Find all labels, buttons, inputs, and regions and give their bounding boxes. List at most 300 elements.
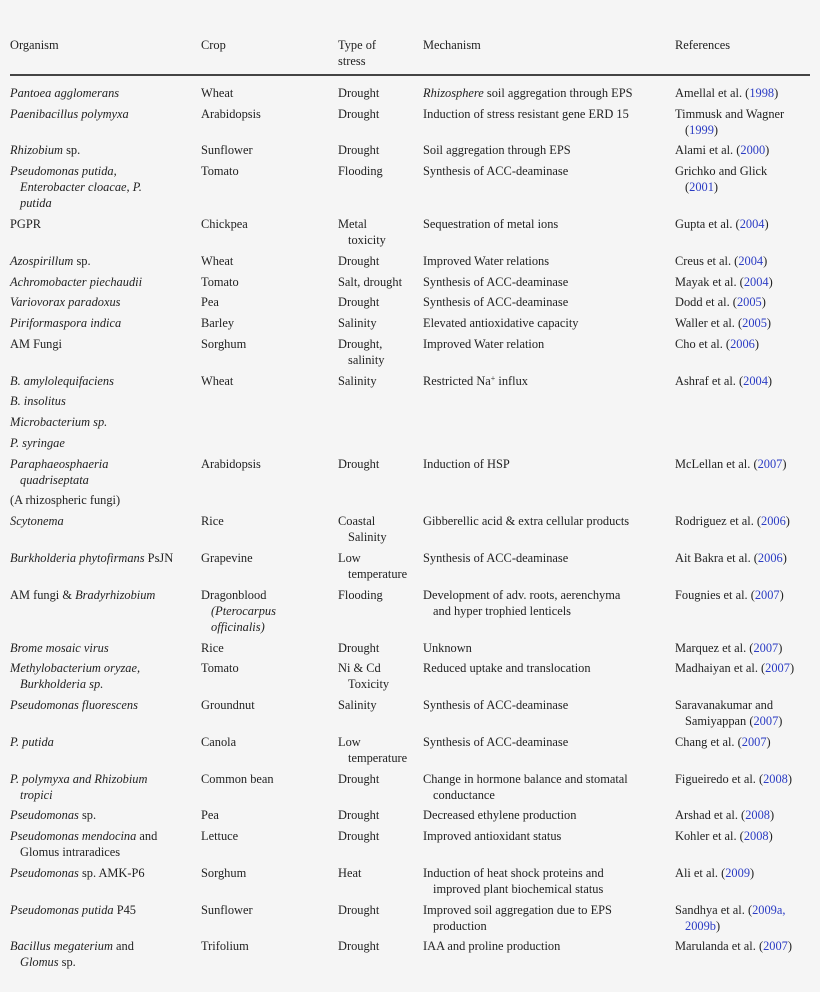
crop-line: Wheat [201, 374, 234, 388]
reference-year-link[interactable]: 2009a, [752, 903, 786, 917]
crop-line: Pea [201, 808, 219, 822]
italic-text: Enterobacter cloacae, P. [20, 180, 142, 194]
references-line [675, 253, 820, 269]
text: Figueiredo et al. ( [675, 772, 764, 786]
references-line [675, 163, 820, 179]
text: and [112, 939, 134, 953]
organism-line [10, 106, 200, 122]
cell-mechanism [423, 85, 673, 101]
references-line [675, 315, 820, 331]
organism-line [10, 195, 200, 211]
italic-text: B. insolitus [10, 394, 66, 408]
text: Induction of stress resistant gene ERD 15 [423, 107, 629, 121]
cell-crop [201, 828, 336, 844]
text: sp. [58, 955, 76, 969]
organism-line [10, 179, 200, 195]
italic-text: Variovorax paradoxus [10, 295, 121, 309]
cell-organism [10, 587, 200, 603]
crop-line: Arabidopsis [201, 107, 261, 121]
cell-reference [675, 274, 820, 290]
references-line [675, 216, 820, 232]
cell-stress-type [338, 274, 420, 290]
stress-line: toxicity [348, 233, 386, 247]
cell-organism [10, 373, 200, 389]
reference-year-link[interactable]: 2006 [757, 551, 783, 565]
crop-line: Barley [201, 316, 235, 330]
cell-stress-type [338, 216, 420, 248]
header-organism: Organism [10, 38, 59, 52]
italic-text: Pseudomonas putida, [10, 164, 117, 178]
cell-crop [201, 697, 336, 713]
cell-organism [10, 414, 200, 430]
cell-stress-type [338, 163, 420, 179]
stress-line: Drought [338, 772, 380, 786]
organism-line [10, 456, 200, 472]
organism-line [10, 373, 200, 389]
mechanism-line [423, 587, 673, 603]
cell-stress-type [338, 253, 420, 269]
cell-crop [201, 336, 336, 352]
stress-line: Low [338, 735, 361, 749]
cell-crop [201, 142, 336, 158]
cell-crop [201, 865, 336, 881]
text: Sandhya et al. ( [675, 903, 753, 917]
crop-line: Sunflower [201, 903, 253, 917]
reference-year-link[interactable]: 2004 [739, 217, 765, 231]
mechanism-line [423, 163, 673, 179]
mechanism-line [423, 787, 673, 803]
text: P45 [113, 903, 136, 917]
references-line [675, 640, 820, 656]
mechanism-line [423, 938, 673, 954]
cell-crop [201, 106, 336, 122]
references-line [675, 660, 820, 676]
text: ) [787, 772, 793, 786]
text: AM Fungi [10, 337, 62, 351]
cell-crop [201, 660, 336, 676]
reference-year-link[interactable]: 2007 [763, 939, 788, 953]
cell-mechanism [423, 253, 673, 269]
mechanism-line [423, 315, 673, 331]
reference-year-link[interactable]: 2008 [745, 808, 770, 822]
crop-line: Tomato [201, 164, 239, 178]
cell-reference [675, 85, 820, 101]
cell-mechanism [423, 106, 673, 122]
italic-text: Bacillus megaterium [10, 939, 113, 953]
references-line [675, 122, 820, 138]
cell-crop [201, 253, 336, 269]
crop-line: Wheat [201, 254, 234, 268]
references-line [675, 771, 820, 787]
references-line [675, 697, 820, 713]
text: (A rhizospheric fungi) [10, 493, 121, 507]
cell-mechanism [423, 163, 673, 179]
text: Restricted Na [423, 374, 491, 388]
cell-organism [10, 85, 200, 101]
references-line [675, 274, 820, 290]
text: ) [713, 123, 719, 137]
crop-line: Tomato [201, 661, 239, 675]
text: PGPR [10, 217, 41, 231]
cell-organism [10, 640, 200, 656]
cell-crop [201, 771, 336, 787]
header-stress-line1: Type of [338, 38, 377, 52]
cell-mechanism [423, 640, 673, 656]
italic-text: Bradyrhizobium [75, 588, 156, 602]
text: ) [766, 735, 771, 749]
reference-year-link[interactable]: 2004 [743, 374, 768, 388]
crop-line: Canola [201, 735, 237, 749]
cell-reference [675, 828, 820, 844]
cell-crop [201, 938, 336, 954]
cell-organism [10, 902, 200, 918]
reference-year-link[interactable]: 2007 [765, 661, 790, 675]
stress-line: Drought [338, 457, 380, 471]
cell-crop [201, 85, 336, 101]
text: sp. [73, 254, 91, 268]
text: Development of adv. roots, aerenchyma [423, 588, 621, 602]
cell-crop [201, 315, 336, 331]
organism-line [10, 660, 200, 676]
cell-mechanism [423, 828, 673, 844]
text: Induction of HSP [423, 457, 510, 471]
cell-reference [675, 771, 820, 787]
text: Improved Water relation [423, 337, 545, 351]
text: ) [768, 275, 773, 289]
italic-text: Achromobacter piechaudii [10, 275, 143, 289]
cell-stress-type [338, 85, 420, 101]
cell-stress-type [338, 456, 420, 472]
text: Synthesis of ACC-deaminase [423, 275, 569, 289]
cell-reference [675, 587, 820, 603]
italic-text: Rhizosphere [423, 86, 484, 100]
organism-line [10, 938, 200, 954]
text: improved plant biochemical status [433, 882, 604, 896]
organism-line [10, 435, 200, 451]
cell-organism [10, 550, 200, 566]
organism-line [10, 587, 200, 603]
text: Marulanda et al. ( [675, 939, 764, 953]
reference-year-link[interactable]: 2007 [754, 588, 780, 602]
cell-stress-type [338, 294, 420, 310]
text: Soil aggregation through EPS [423, 143, 571, 157]
references-line [675, 865, 820, 881]
stress-line: Drought [338, 641, 380, 655]
italic-text: Burkholderia sp. [20, 677, 104, 691]
reference-year-link[interactable]: 2004 [738, 254, 764, 268]
organism-line [10, 771, 200, 787]
text: ) [754, 337, 759, 351]
reference-year-link[interactable]: 2005 [736, 295, 762, 309]
mechanism-line [423, 142, 673, 158]
italic-text: Rhizobium [10, 143, 64, 157]
cell-mechanism [423, 315, 673, 331]
stress-line: Toxicity [348, 677, 390, 691]
cell-stress-type [338, 315, 420, 331]
cell-mechanism [423, 456, 673, 472]
italic-text: B. amylolequifaciens [10, 374, 114, 388]
cell-stress-type [338, 640, 420, 656]
text: Ait Bakra et al. ( [675, 551, 758, 565]
text: and hyper trophied lenticels [433, 604, 571, 618]
references-line [675, 902, 820, 918]
italic-text: Paraphaeosphaeria [10, 457, 109, 471]
text: AM fungi & [10, 588, 76, 602]
mechanism-line [423, 828, 673, 844]
italic-text: Glomus [20, 955, 59, 969]
crop-line: Pea [201, 295, 219, 309]
organism-line [10, 787, 200, 803]
cell-mechanism [423, 373, 673, 389]
mechanism-line [423, 456, 673, 472]
text: PsJN [144, 551, 174, 565]
cell-reference [675, 734, 820, 750]
cell-stress-type [338, 865, 420, 881]
mechanism-line [423, 918, 673, 934]
cell-mechanism [423, 902, 673, 934]
organism-line [10, 676, 200, 692]
cell-organism [10, 336, 200, 352]
mechanism-line [423, 771, 673, 787]
cell-crop [201, 550, 336, 566]
text: ) [750, 866, 755, 880]
crop-line: Chickpea [201, 217, 248, 231]
reference-year-link[interactable]: 2007 [741, 735, 767, 749]
stress-line: Drought [338, 903, 380, 917]
stress-line: Metal [338, 217, 367, 231]
italic-text: P. polymyxa and Rhizobium [10, 772, 148, 786]
references-line [675, 587, 820, 603]
organism-line [10, 294, 200, 310]
mechanism-line [423, 253, 673, 269]
text: Grichko and Glick [675, 164, 768, 178]
cell-reference [675, 373, 820, 389]
stress-line: salinity [348, 353, 385, 367]
crop-line: Trifolium [201, 939, 249, 953]
reference-year-link[interactable]: 2007 [753, 641, 779, 655]
crop-line: (Pterocarpus [211, 604, 276, 618]
text: Gibberellic acid & extra cellular products [423, 514, 630, 528]
cell-organism [10, 435, 200, 451]
crop-line: Tomato [201, 275, 239, 289]
text: Timmusk and Wagner [675, 107, 785, 121]
text: ) [787, 939, 792, 953]
italic-text: Methylobacterium oryzae, [10, 661, 141, 675]
crop-line: Common bean [201, 772, 274, 786]
cell-organism [10, 660, 200, 692]
cell-mechanism [423, 865, 673, 897]
cell-reference [675, 106, 820, 138]
reference-year-link[interactable]: 2009 [725, 866, 751, 880]
cell-stress-type [338, 106, 420, 122]
cell-mechanism [423, 513, 673, 529]
organism-line [10, 954, 200, 970]
organism-line [10, 513, 200, 529]
cell-reference [675, 513, 820, 529]
text: Improved Water relations [423, 254, 550, 268]
organism-line [10, 85, 200, 101]
italic-text: Pseudomonas fluorescens [10, 698, 138, 712]
reference-year-link[interactable]: 2006 [761, 514, 786, 528]
cell-crop [201, 294, 336, 310]
mechanism-line [423, 697, 673, 713]
text: Synthesis of ACC-deaminase [423, 735, 569, 749]
italic-text: Azospirillum [10, 254, 74, 268]
stress-line: Salt, drought [338, 275, 403, 289]
mechanism-line [423, 807, 673, 823]
stress-line: Flooding [338, 588, 383, 602]
text: Samiyappan ( [685, 714, 754, 728]
reference-year-link[interactable]: 1998 [749, 86, 775, 100]
reference-year-link[interactable]: 1999 [689, 123, 714, 137]
crop-line: Rice [201, 514, 224, 528]
cell-crop [201, 640, 336, 656]
text: Ali et al. ( [675, 866, 726, 880]
text: IAA and proline production [423, 939, 561, 953]
cell-reference [675, 697, 820, 729]
text: Gupta et al. ( [675, 217, 740, 231]
references-line [675, 179, 820, 195]
cell-organism [10, 393, 200, 409]
cell-crop [201, 456, 336, 472]
organism-line [10, 697, 200, 713]
cell-reference [675, 336, 820, 352]
text: sp. AMK-P6 [78, 866, 145, 880]
stress-line: Drought [338, 939, 380, 953]
reference-year-link[interactable]: 2008 [743, 829, 769, 843]
text: Alami et al. ( [675, 143, 741, 157]
stress-line: Salinity [348, 530, 387, 544]
reference-year-link[interactable]: 2007 [753, 714, 779, 728]
reference-year-link[interactable]: 2007 [757, 457, 783, 471]
mechanism-line [423, 274, 673, 290]
cell-reference [675, 315, 820, 331]
organism-line [10, 492, 200, 508]
references-line [675, 807, 820, 823]
references-line [675, 456, 820, 472]
cell-reference [675, 163, 820, 195]
cell-reference [675, 640, 820, 656]
text: Madhaiyan et al. ( [675, 661, 766, 675]
cell-organism [10, 828, 200, 860]
text: Rodriguez et al. ( [675, 514, 762, 528]
cell-organism [10, 274, 200, 290]
cell-reference [675, 294, 820, 310]
text: Glomus intraradices [20, 845, 121, 859]
text: Synthesis of ACC-deaminase [423, 551, 569, 565]
text: Induction of heat shock proteins and [423, 866, 604, 880]
reference-year-link[interactable]: 2006 [730, 337, 755, 351]
text: and [136, 829, 158, 843]
stress-line: Drought [338, 808, 380, 822]
mechanism-line [423, 865, 673, 881]
reference-year-link[interactable]: 2000 [740, 143, 766, 157]
reference-year-link[interactable]: 2009b [685, 919, 716, 933]
text: Arshad et al. ( [675, 808, 746, 822]
cell-crop [201, 274, 336, 290]
cell-organism [10, 216, 200, 232]
organism-line [10, 142, 200, 158]
mechanism-line [423, 216, 673, 232]
references-line [675, 918, 820, 934]
header-stress [338, 37, 420, 69]
stress-line: Drought [338, 86, 380, 100]
cell-crop [201, 216, 336, 232]
reference-year-link[interactable]: 2008 [763, 772, 788, 786]
text: Sequestration of metal ions [423, 217, 559, 231]
cell-organism [10, 492, 200, 508]
references-line [675, 734, 820, 750]
text: Waller et al. ( [675, 316, 743, 330]
mechanism-line [423, 373, 673, 389]
crop-line: Sunflower [201, 143, 253, 157]
italic-text: putida [20, 196, 52, 210]
cell-mechanism [423, 697, 673, 713]
text: Synthesis of ACC-deaminase [423, 164, 569, 178]
cell-stress-type [338, 697, 420, 713]
cell-stress-type [338, 902, 420, 918]
organism-line [10, 414, 200, 430]
crop-line: Rice [201, 641, 224, 655]
cell-organism [10, 142, 200, 158]
text: ) [789, 661, 795, 675]
cell-mechanism [423, 807, 673, 823]
mechanism-line [423, 106, 673, 122]
text: Dodd et al. ( [675, 295, 737, 309]
cell-organism [10, 294, 200, 310]
italic-text: Piriformaspora indica [10, 316, 122, 330]
stress-line: Ni & Cd [338, 661, 381, 675]
cell-stress-type [338, 142, 420, 158]
text: Cho et al. ( [675, 337, 731, 351]
cell-organism [10, 315, 200, 331]
cell-reference [675, 660, 820, 676]
italic-text: Pseudomonas putida [10, 903, 114, 917]
italic-text: Pantoea agglomerans [10, 86, 120, 100]
reference-year-link[interactable]: 2004 [743, 275, 769, 289]
stress-line: Flooding [338, 164, 383, 178]
reference-year-link[interactable]: 2001 [689, 180, 714, 194]
text: ) [785, 514, 790, 528]
cell-stress-type [338, 771, 420, 787]
cell-stress-type [338, 734, 420, 766]
stress-line: Drought, [338, 337, 383, 351]
cell-stress-type [338, 828, 420, 844]
stress-line: Salinity [338, 316, 377, 330]
text: Synthesis of ACC-deaminase [423, 295, 569, 309]
text: ) [715, 919, 721, 933]
cell-mechanism [423, 771, 673, 803]
mechanism-line [423, 513, 673, 529]
reference-year-link[interactable]: 2005 [742, 316, 767, 330]
text: ) [761, 295, 766, 309]
italic-text: quadriseptata [20, 473, 89, 487]
text: conductance [433, 788, 495, 802]
stress-line: Drought [338, 829, 380, 843]
cell-mechanism [423, 294, 673, 310]
italic-text: Pseudomonas [10, 808, 79, 822]
cell-organism [10, 938, 200, 970]
text: ) [769, 808, 775, 822]
header-rule [10, 74, 810, 76]
organism-line [10, 253, 200, 269]
text: Reduced uptake and translocation [423, 661, 591, 675]
cell-organism [10, 106, 200, 122]
text: production [433, 919, 487, 933]
cell-reference [675, 865, 820, 881]
text: ) [764, 217, 769, 231]
organism-line [10, 807, 200, 823]
